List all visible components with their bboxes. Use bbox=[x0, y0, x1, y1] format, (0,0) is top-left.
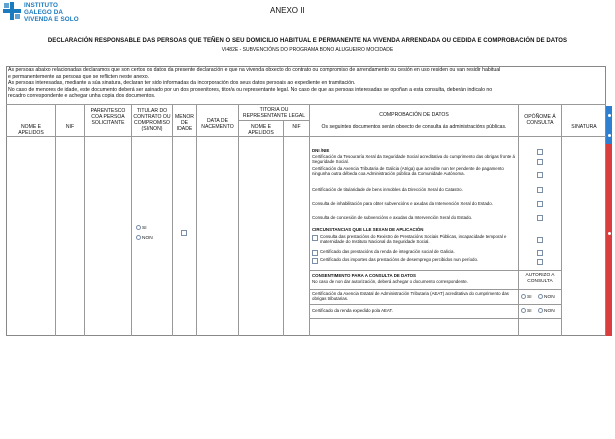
oponme-checkbox-catastro[interactable] bbox=[537, 187, 543, 193]
check-item-catastro: Certificación de titularidade de bens inmobles da Dirección Xeral do Catastro. bbox=[312, 187, 463, 192]
document-subtitle: VI482E - SUBVENCIÓNS DO PROGRAMA BONO ALUGUEIRO MOCIDADE bbox=[221, 47, 394, 53]
consent-rule-4 bbox=[309, 318, 561, 319]
titular-si-radio[interactable] bbox=[136, 225, 141, 230]
consent-title: CONSENTIMENTO PARA A CONSULTA DE DATOS bbox=[312, 273, 416, 278]
document-title: DECLARACIÓN RESPONSABLE DAS PERSOAS QUE TEÑEN O SEU DOMICILIO HABITUAL E PERMANENTE NA VIVENDA ARRENDADA OU CEDIDA E COMPROBACIÓN DE DATOS bbox=[47, 38, 568, 44]
renda-si-option[interactable] bbox=[521, 308, 532, 314]
dni-nie-label: DNI /NIE bbox=[312, 148, 330, 153]
aeat-si-radio[interactable] bbox=[521, 294, 526, 299]
col-sep bbox=[84, 104, 85, 336]
renda-si-label: SI bbox=[527, 308, 532, 314]
circ-item-desemprego: Certificado dos importes das prestacións de desemprego percibidos nun período. bbox=[320, 257, 479, 262]
consent-item-renda: Certificado da renda expedido pola AEAT. bbox=[312, 308, 393, 313]
col-sep bbox=[55, 104, 56, 336]
titor-subrule bbox=[238, 120, 309, 121]
logo-text: INSTITUTO GALEGO DA VIVENDA E SOLO bbox=[24, 2, 79, 23]
col-header-parentesco: PARENTESCO COA PERSOA SOLICITANTE bbox=[90, 108, 126, 126]
renda-si-radio[interactable] bbox=[521, 308, 526, 313]
check-item-inhabilitacion: Consulta de inhabilitación para obter subvencións e axudas da Intervención Xeral do Estado. bbox=[312, 201, 493, 206]
handle-dot-icon bbox=[608, 232, 611, 235]
renda-non-option[interactable] bbox=[538, 308, 555, 314]
col-header-titor-nome: NOME E APELIDOS bbox=[248, 124, 274, 136]
consent-item-aeat: Certificación da Axencia Estatal de Administración Tributaria (AEAT) acreditativa do cumprimento das obrigas tributarias. bbox=[312, 291, 509, 302]
annex-label: ANEXO II bbox=[270, 6, 305, 15]
col-sep bbox=[283, 120, 284, 336]
renda-non-radio[interactable] bbox=[538, 308, 543, 313]
menor-checkbox[interactable] bbox=[181, 230, 187, 236]
xunta-logo bbox=[3, 2, 93, 38]
oponme-checkbox-inhabilitacion[interactable] bbox=[537, 201, 543, 207]
aeat-non-label: NON bbox=[544, 294, 555, 300]
titular-si-option[interactable] bbox=[136, 225, 147, 231]
oponme-checkbox-dni[interactable] bbox=[537, 149, 543, 155]
col-header-titor: TITOR/A OU REPRESENTANTE LEGAL bbox=[242, 107, 306, 119]
aeat-si-label: SI bbox=[527, 294, 532, 300]
oponme-checkbox-inss[interactable] bbox=[537, 237, 543, 243]
circ-item-inss: Consulta das prestacións do Rexistro de Prestacións Sociais Públicas, incapacidade temporal e maternidade do Instituto Nacional da Seguridade Social. bbox=[320, 234, 507, 245]
col-sep bbox=[196, 104, 197, 336]
col-sep bbox=[561, 104, 562, 336]
circ-checkbox-risga[interactable] bbox=[312, 250, 318, 256]
col-header-menor: MENOR DE IDADE bbox=[175, 114, 194, 132]
col-sep bbox=[309, 104, 310, 336]
titular-non-option[interactable] bbox=[136, 235, 153, 241]
col-sep bbox=[518, 104, 519, 336]
aeat-si-option[interactable] bbox=[521, 294, 532, 300]
titular-non-label: NON bbox=[142, 235, 153, 241]
oponme-checkbox-desemprego[interactable] bbox=[537, 259, 543, 265]
header-rule-bottom bbox=[6, 136, 606, 137]
col-header-nif: NIF bbox=[65, 124, 75, 130]
header-rule-top bbox=[6, 104, 606, 105]
intro-paragraph: As persoas abaixo relacionadas declaramos que son certos os datos da presente declaración e que na vivenda obxecto do contrato ou compromiso de arrendamento ou cesión en uso residen ou van residir habitual e permanentemente as persoas que se reflicten neste anexo. As persoas interesadas, mediante a súa sinatura, declaran ter sido informadas da incorporación dos seus datos persoais ao expediente en tramitación. No caso de menores de idade, este documento deberá ser asinado por un dos proxenitores, titor/a ou representante legal. No caso de que as persoas interesadas se opoñan a esta consulta, deberán indicalo no recadro correspondente e achegar unha copia dos documentos. bbox=[8, 67, 501, 100]
handle-dot-icon bbox=[608, 114, 611, 117]
aeat-non-option[interactable] bbox=[538, 294, 555, 300]
col-header-comprobacion-text: Os seguintes documentos serán obxecto de consulta ás administracións públicas. bbox=[321, 124, 507, 130]
renda-non-label: NON bbox=[544, 308, 555, 314]
col-header-nacemento: DATA DE NACEMENTO bbox=[201, 118, 234, 130]
autorizo-header: AUTORIZO A CONSULTA bbox=[525, 273, 555, 284]
oponme-checkbox-risga[interactable] bbox=[537, 250, 543, 256]
col-header-titor-nif: NIF bbox=[292, 124, 301, 130]
check-item-tgss: Certificación da Tesouraría Xeral da Seguridade Social acreditativa do cumprimento das obrigas fronte á Seguridade Social. bbox=[312, 154, 515, 165]
col-sep bbox=[172, 104, 173, 336]
col-header-oponme: OPÓÑOME Á CONSULTA bbox=[524, 114, 556, 126]
consent-rule-2 bbox=[309, 289, 561, 290]
col-sep bbox=[131, 104, 132, 336]
circ-checkbox-inss[interactable] bbox=[312, 235, 318, 241]
aeat-non-radio[interactable] bbox=[538, 294, 543, 299]
col-header-nome: NOME E APELIDOS bbox=[18, 124, 44, 136]
oponme-checkbox-atriga[interactable] bbox=[537, 172, 543, 178]
consent-rule bbox=[309, 270, 561, 271]
col-header-comprobacion: COMPROBACIÓN DE DATOS bbox=[379, 112, 449, 118]
check-item-concesion: Consulta de concesión de subvencións e axudas da Intervención Xeral do Estado. bbox=[312, 215, 473, 220]
logo-cross-icon bbox=[3, 2, 21, 20]
col-sep bbox=[238, 104, 239, 336]
col-header-titular: TITULAR DO CONTRATO OU COMPROMISO (SI/NON) bbox=[133, 108, 171, 132]
row-handle-red[interactable] bbox=[606, 144, 612, 336]
consent-text: No caso de non dar autorización, deberá achegar o documento correspondente. bbox=[312, 279, 468, 284]
col-header-sinatura: SINATURA bbox=[571, 124, 597, 130]
oponme-checkbox-tgss[interactable] bbox=[537, 159, 543, 165]
handle-dot-icon bbox=[608, 134, 611, 137]
titular-si-label: SI bbox=[142, 225, 147, 231]
oponme-checkbox-concesion[interactable] bbox=[537, 215, 543, 221]
circ-item-risga: Certificado das prestacións da renda de integración social de Galicia. bbox=[320, 249, 455, 254]
titular-non-radio[interactable] bbox=[136, 235, 141, 240]
circunstancias-title: CIRCUNSTANCIAS QUE LLE SEXAN DE APLICACIÓN bbox=[312, 227, 424, 232]
row-handle-blue[interactable] bbox=[606, 106, 612, 144]
check-item-atriga: Certificación da Axencia Tributaria de Galicia (Atriga) que acredite non ter pendente de pagamento ningunha outra débeda coa Administración pública da Comunidade Autónoma. bbox=[312, 166, 504, 177]
consent-rule-3 bbox=[309, 304, 561, 305]
circ-checkbox-desemprego[interactable] bbox=[312, 258, 318, 264]
